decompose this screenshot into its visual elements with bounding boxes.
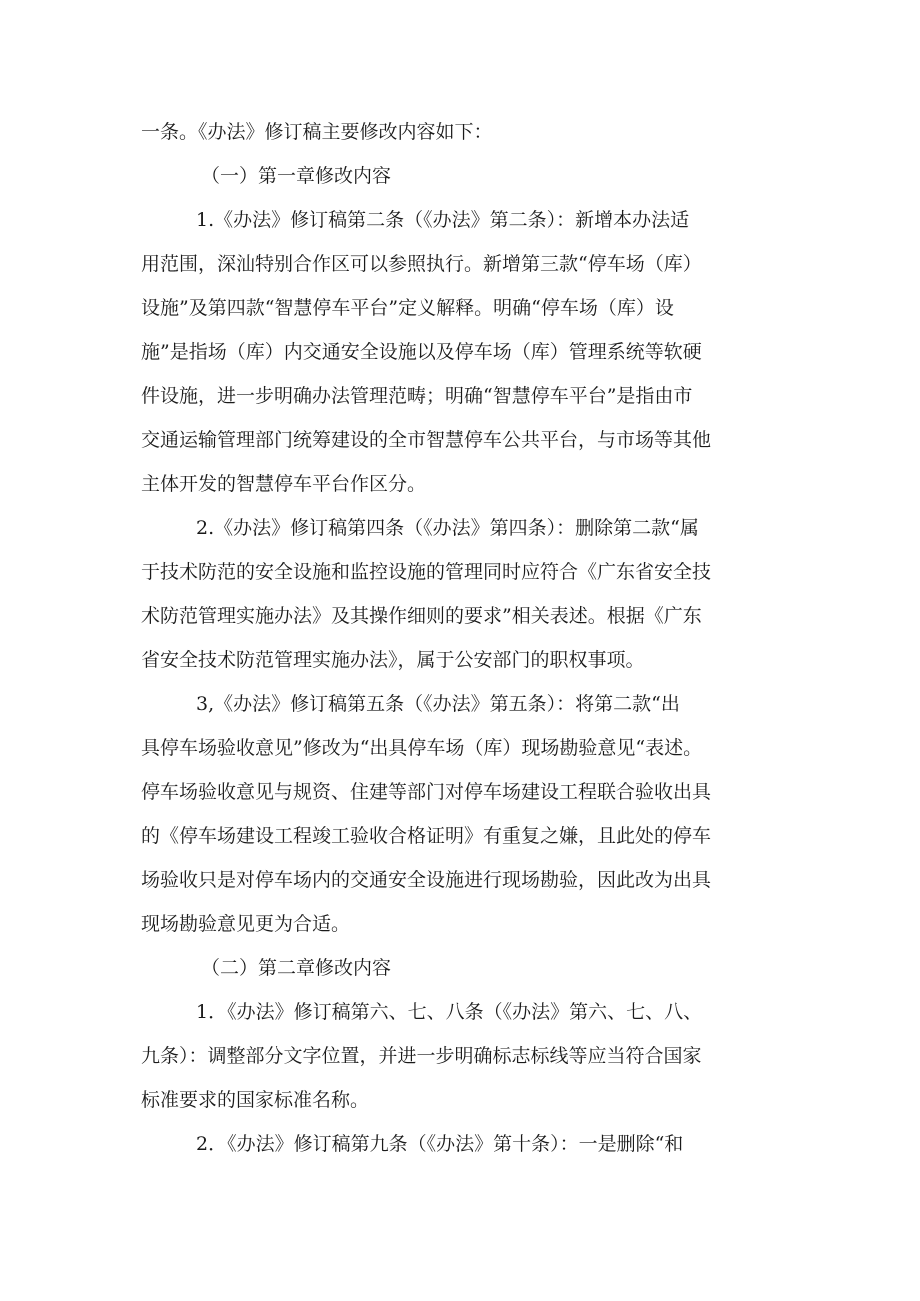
text-line: 用范围，深汕特别合作区可以参照执行。新增第三款“停车场（库） (141, 253, 702, 275)
text-line: 施”是指场（库）内交通安全设施以及停车场（库）管理系统等软硬 (141, 341, 702, 363)
text-line: 一条。《办法》修订稿主要修改内容如下： (141, 121, 493, 143)
text-line: 交通运输管理部门统筹建设的全市智慧停车公共平台，与市场等其他 (141, 429, 712, 451)
text-line: 现场勘验意见更为合适。 (141, 913, 351, 935)
text-line: 的《停车场建设工程竣工验收合格证明》有重复之嫌，且此处的停车 (141, 825, 712, 847)
text-line: 九条）：调整部分文字位置，并进一步明确标志标线等应当符合国家 (141, 1045, 702, 1067)
text-line: 标准要求的国家标准名称。 (141, 1089, 370, 1111)
text-line: 件设施，进一步明确办法管理范畴；明确“智慧停车平台”是指由市 (141, 385, 693, 407)
text-line: 停车场验收意见与规资、住建等部门对停车场建设工程联合验收出具 (141, 781, 712, 803)
text-line: 1．《办法》修订稿第六、七、八条（《办法》第六、七、八、 (196, 1001, 703, 1023)
text-line: 场验收只是对停车场内的交通安全设施进行现场勘验，因此改为出具 (141, 869, 712, 891)
text-line: 省安全技术防范管理实施办法》，属于公安部门的职权事项。 (141, 649, 645, 671)
text-line: 2．《办法》修订稿第九条（《办法》第十条）：一是删除“和 (196, 1133, 684, 1155)
text-line: 术防范管理实施办法》及其操作细则的要求”相关表述。根据《广东 (141, 605, 702, 627)
text-line: 3,《办法》修订稿第五条（《办法》第五条）：将第二款“出 (196, 693, 680, 715)
text-line: 2.《办法》修订稿第四条（《办法》第四条）：删除第二款“属 (196, 517, 699, 539)
text-line: 主体开发的智慧停车平台作区分。 (141, 473, 427, 495)
text-line: 1.《办法》修订稿第二条（《办法》第二条）：新增本办法适 (196, 209, 690, 231)
text-line: 具停车场验收意见”修改为“出具停车场（库）现场勘验意见“表述。 (141, 737, 703, 759)
text-line: 于技术防范的安全设施和监控设施的管理同时应符合《广东省安全技 (141, 561, 712, 583)
section-heading: （二）第二章修改内容 (201, 957, 392, 979)
text-line: 设施”及第四款“智慧停车平台”定义解释。明确“停车场（库）设 (141, 297, 674, 319)
section-heading: （一）第一章修改内容 (201, 165, 392, 187)
